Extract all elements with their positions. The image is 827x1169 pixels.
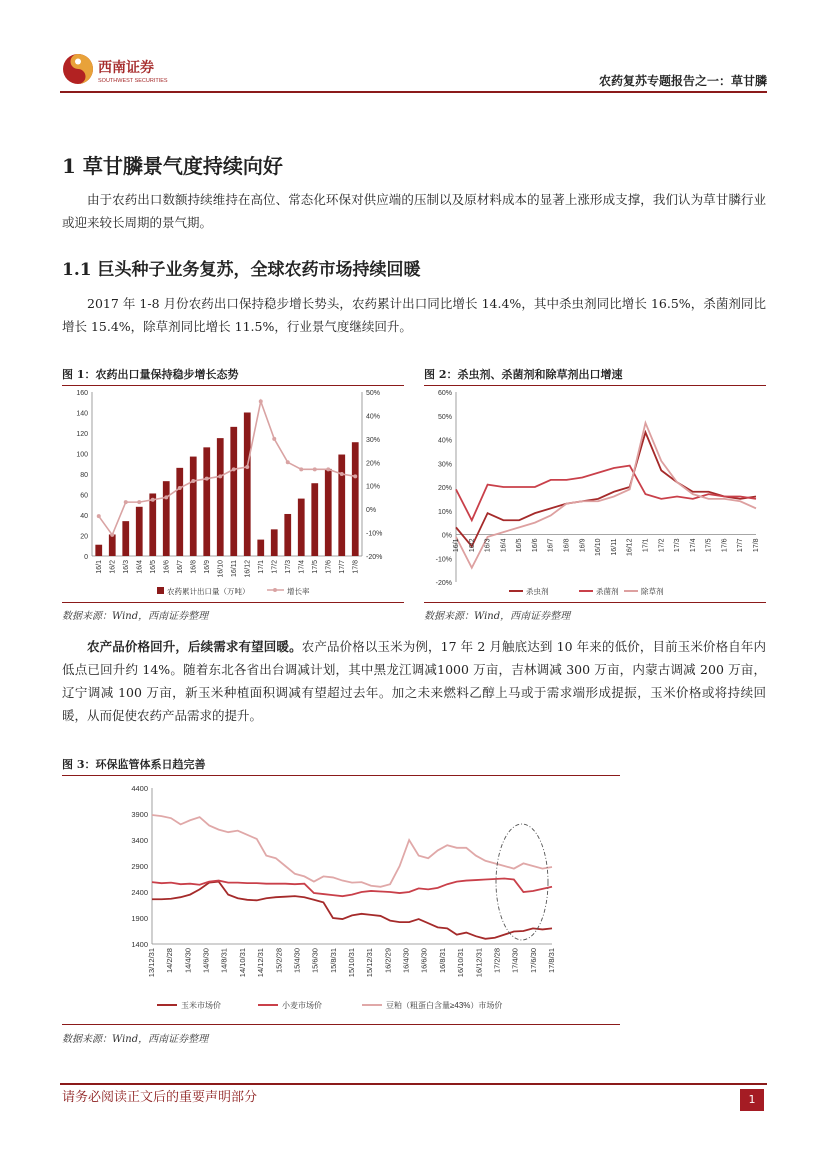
- x-tick-label: 14/10/31: [237, 948, 247, 978]
- y-tick-label-left: 0: [84, 554, 88, 561]
- logo-cn-text: 西南证券: [98, 60, 154, 76]
- growth-rate-point: [97, 514, 101, 518]
- growth-rate-point: [272, 437, 276, 441]
- figure2-title: 图 2：杀虫剂、杀菌剂和除草剂出口增速: [424, 366, 766, 386]
- x-tick-label: 17/1: [642, 538, 650, 553]
- x-tick-label: 16/3: [122, 560, 130, 574]
- page-number: 1: [740, 1089, 764, 1111]
- figure1-chart: [62, 384, 404, 600]
- x-tick-label: 15/6/30: [310, 948, 320, 974]
- x-tick-label: 15/2/28: [274, 948, 284, 974]
- bar: [284, 514, 291, 556]
- growth-rate-point: [245, 465, 249, 469]
- x-tick-label: 14/8/31: [219, 948, 229, 974]
- x-tick-label: 16/4/30: [401, 948, 411, 974]
- figure3-title: 图 3：环保监管体系日趋完善: [62, 756, 620, 776]
- bar: [95, 545, 102, 556]
- figure1-source: 数据来源：Wind，西南证券整理: [62, 611, 209, 622]
- section-heading: 1 草甘膦景气度持续向好: [62, 154, 283, 178]
- x-tick-label: 14/4/30: [183, 948, 193, 974]
- x-tick-label: 17/6/30: [528, 948, 538, 974]
- x-tick-label: 17/5: [705, 538, 713, 553]
- bar: [298, 499, 305, 556]
- x-tick-label: 17/2: [271, 560, 279, 574]
- bar: [203, 447, 210, 556]
- y-tick-label-left: 60: [80, 492, 88, 500]
- x-tick-label: 16/5: [149, 560, 157, 574]
- x-tick-label: 17/3: [674, 538, 682, 553]
- bar: [325, 469, 332, 556]
- x-tick-label: 16/9: [203, 560, 211, 574]
- growth-rate-point: [340, 472, 344, 476]
- y-tick-label-left: 140: [76, 410, 88, 418]
- y-tick-label: -10%: [435, 556, 452, 564]
- bar: [122, 521, 129, 556]
- bar: [352, 442, 359, 556]
- x-tick-label: 16/11: [610, 538, 618, 556]
- x-tick-label: 17/7: [737, 538, 745, 553]
- paragraph-body: 农产品价格以玉米为例，17 年 2 月触底达到 10 年来的低价，目前玉米价格自年内低点已回升约 14%。随着东北各省出台调减计划，其中黑龙江调减1000 万亩，吉林调减 300 万亩，内蒙古调减 200 万亩，辽宁调减 100 万亩，新玉米种植面积调减有望超过去年。加之未来燃料乙醇上马或于需求端形成提振，玉米价格或将持续回暖，从而促使农药产品需求的提升。: [62, 639, 766, 723]
- x-tick-label: 17/3: [284, 560, 292, 574]
- company-logo: [62, 52, 202, 86]
- growth-rate-point: [326, 467, 330, 471]
- logo-en-text: SOUTHWEST SECURITIES: [98, 78, 168, 84]
- growth-rate-point: [205, 477, 209, 481]
- x-tick-label: 16/4: [500, 538, 508, 553]
- bar: [109, 534, 116, 556]
- y-tick-label-right: 40%: [366, 413, 381, 421]
- y-tick-label: 2900: [131, 862, 148, 871]
- x-tick-label: 16/12/31: [474, 948, 484, 978]
- x-tick-label: 16/8: [190, 560, 198, 574]
- x-tick-label: 16/7: [547, 538, 555, 553]
- x-tick-label: 14/12/31: [256, 948, 266, 978]
- y-tick-label: 3400: [131, 836, 148, 845]
- x-tick-label: 17/6: [325, 560, 333, 574]
- x-tick-label: 15/8/31: [328, 948, 338, 974]
- x-tick-label: 17/2: [658, 538, 666, 553]
- y-tick-label: 3900: [131, 810, 148, 819]
- price-line: [152, 815, 552, 887]
- footer-notice: 请务必阅读正文后的重要声明部分: [62, 1090, 258, 1105]
- bar: [311, 483, 318, 556]
- y-tick-label-right: 30%: [366, 436, 381, 444]
- growth-rate-point: [232, 467, 236, 471]
- y-tick-label-right: 20%: [366, 460, 381, 468]
- growth-rate-point: [353, 474, 357, 478]
- x-tick-label: 15/12/31: [365, 948, 375, 978]
- x-tick-label: 16/6/30: [419, 948, 429, 974]
- y-tick-label-left: 80: [80, 472, 88, 479]
- bar: [136, 507, 143, 556]
- x-tick-label: 16/8/31: [437, 948, 447, 974]
- bar: [338, 455, 345, 556]
- figure1-divider: [62, 602, 404, 603]
- legend-label: 除草剂: [641, 587, 664, 596]
- subsection-paragraph: 2017 年 1-8 月份农药出口保持稳步增长势头，农药累计出口同比增长 14.4%，其中杀虫剂同比增长 16.5%，杀菌剂同比增长 15.4%，除草剂同比增长 11.5%，行业景气度继续回升。: [62, 296, 766, 334]
- x-tick-label: 14/6/30: [201, 948, 211, 974]
- y-tick-label: 2400: [131, 888, 148, 897]
- growth-rate-point: [259, 399, 263, 403]
- legend-label-line: 增长率: [287, 587, 310, 596]
- bar: [257, 540, 264, 556]
- growth-rate-point: [191, 479, 195, 483]
- y-tick-label-left: 40: [80, 513, 88, 520]
- x-tick-label: 15/4/30: [292, 948, 302, 974]
- x-tick-label: 16/7: [176, 560, 184, 574]
- y-tick-label-right: -10%: [366, 530, 383, 538]
- paragraph-lead: 农产品价格回升，后续需求有望回暖。: [87, 639, 302, 654]
- y-tick-label: 0%: [441, 532, 452, 540]
- legend-label-bar: 农药累计出口量（万吨）: [167, 587, 250, 596]
- x-tick-label: 16/12: [626, 538, 634, 557]
- subsection-heading: 1.1 巨头种子业务复苏，全球农药市场持续回暖: [62, 260, 421, 280]
- x-tick-label: 16/5: [516, 538, 524, 553]
- y-tick-label: 40%: [437, 437, 452, 445]
- logo-emblem-icon: [63, 54, 93, 84]
- growth-rate-point: [151, 498, 155, 502]
- growth-rate-point: [313, 467, 317, 471]
- bar: [149, 493, 156, 556]
- bar: [190, 457, 197, 556]
- bar: [244, 413, 251, 557]
- x-tick-label: 16/2: [109, 560, 117, 574]
- y-tick-label-right: 0%: [366, 507, 377, 515]
- x-tick-label: 17/5: [311, 560, 319, 574]
- y-tick-label: 1400: [131, 940, 148, 949]
- footer-divider: [60, 1083, 767, 1085]
- x-tick-label: 17/2/28: [492, 948, 502, 974]
- price-line: [152, 882, 552, 939]
- report-title: 农药复苏专题报告之一：草甘膦: [598, 74, 767, 88]
- y-tick-label: 10%: [437, 508, 452, 516]
- growth-rate-point: [124, 500, 128, 504]
- legend-marker-line: [273, 588, 277, 592]
- y-tick-label-right: 50%: [366, 390, 381, 397]
- y-tick-label: 50%: [437, 413, 452, 421]
- legend-label: 杀菌剂: [596, 587, 619, 596]
- highlight-ellipse: [496, 824, 548, 940]
- x-tick-label: 17/8: [352, 560, 360, 574]
- legend-swatch-bar: [157, 587, 164, 594]
- y-tick-label: 30%: [437, 461, 452, 469]
- x-tick-label: 16/11: [230, 560, 238, 577]
- x-tick-label: 16/1: [453, 538, 460, 553]
- growth-rate-point: [178, 486, 182, 490]
- x-tick-label: 16/1: [95, 560, 103, 574]
- y-tick-label-right: 10%: [366, 483, 381, 491]
- x-tick-label: 13/12/31: [147, 948, 156, 978]
- figure3-source: 数据来源：Wind，西南证券整理: [62, 1034, 209, 1045]
- figure2-chart: [424, 384, 766, 600]
- price-line: [152, 878, 552, 896]
- growth-rate-point: [218, 474, 222, 478]
- bar: [230, 427, 237, 556]
- y-tick-label: 20%: [437, 485, 452, 492]
- x-tick-label: 17/7: [338, 560, 346, 574]
- bar: [217, 438, 224, 556]
- y-tick-label-left: 160: [76, 390, 88, 397]
- y-tick-label-left: 20: [80, 533, 88, 541]
- y-tick-label: 4400: [131, 784, 148, 793]
- x-tick-label: 16/3: [484, 538, 492, 553]
- x-tick-label: 14/2/28: [165, 948, 175, 974]
- x-tick-label: 17/8: [753, 538, 760, 553]
- x-tick-label: 16/10/31: [456, 948, 466, 978]
- figure1-title: 图 1：农药出口量保持稳步增长态势: [62, 366, 404, 386]
- growth-rate-point: [164, 495, 168, 499]
- x-tick-label: 16/2/29: [383, 948, 393, 974]
- header-divider: [60, 91, 767, 93]
- legend-label: 玉米市场价: [181, 1001, 221, 1010]
- legend-label: 杀虫剂: [526, 587, 549, 596]
- figure3-divider: [62, 1024, 620, 1025]
- x-tick-label: 17/4/30: [510, 948, 520, 974]
- growth-rate-point: [299, 467, 303, 471]
- y-tick-label: -20%: [435, 580, 452, 587]
- legend-label: 豆粕（粗蛋白含量≥43%）市场价: [386, 1001, 503, 1010]
- x-tick-label: 15/10/31: [347, 948, 356, 978]
- section-paragraph: 由于农药出口数额持续维持在高位、常态化环保对供应端的压制以及原材料成本的显著上涨形成支撑，我们认为草甘膦行业或迎来较长周期的景气期。: [62, 192, 766, 230]
- x-tick-label: 16/2: [468, 538, 476, 553]
- bar: [176, 468, 183, 556]
- x-tick-label: 16/6: [163, 560, 171, 574]
- x-tick-label: 16/12: [244, 560, 252, 578]
- bar: [271, 529, 278, 556]
- x-tick-label: 16/10: [217, 560, 225, 578]
- x-tick-label: 16/9: [579, 538, 587, 553]
- legend-label: 小麦市场价: [282, 1001, 322, 1010]
- x-tick-label: 16/10: [595, 538, 603, 557]
- x-tick-label: 17/4: [298, 560, 306, 574]
- y-tick-label-left: 120: [76, 431, 88, 438]
- y-tick-label: 1900: [131, 914, 148, 923]
- bar: [163, 481, 170, 556]
- x-tick-label: 16/8: [563, 538, 571, 553]
- x-tick-label: 17/6: [721, 538, 729, 553]
- y-tick-label-right: -20%: [366, 554, 383, 561]
- x-tick-label: 17/4: [689, 538, 697, 553]
- figure3-chart: [62, 774, 620, 1022]
- growth-rate-point: [286, 460, 290, 464]
- figure2-source: 数据来源：Wind，西南证券整理: [424, 611, 571, 622]
- x-tick-label: 16/6: [531, 538, 539, 553]
- figure2-divider: [424, 602, 766, 603]
- series-line: [456, 432, 756, 546]
- body-paragraph: [62, 635, 766, 727]
- y-tick-label: 60%: [437, 390, 452, 397]
- x-tick-label: 17/1: [257, 560, 265, 574]
- growth-rate-point: [137, 500, 141, 504]
- x-tick-label: 16/4: [136, 560, 144, 574]
- growth-rate-point: [110, 533, 114, 537]
- y-tick-label-left: 100: [76, 451, 88, 459]
- x-tick-label: 17/8/31: [547, 948, 556, 974]
